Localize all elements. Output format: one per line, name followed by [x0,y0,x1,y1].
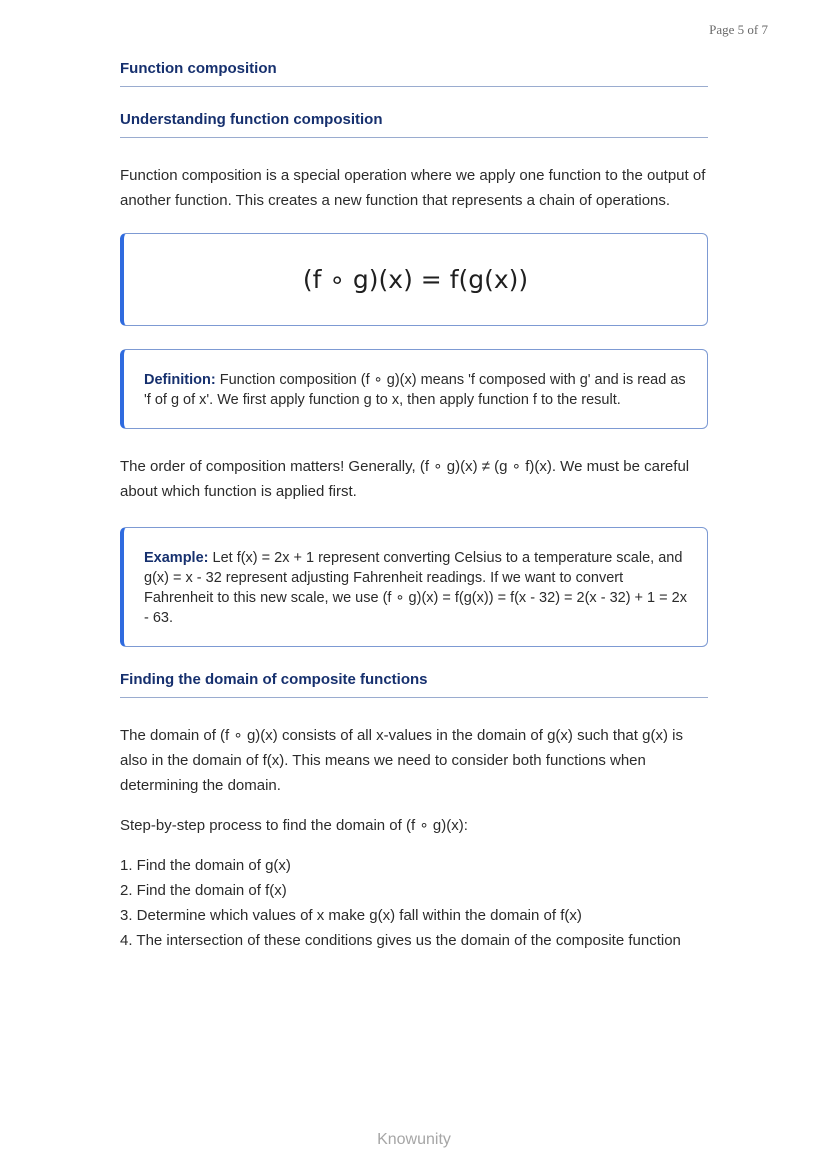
steps-heading: Step-by-step process to find the domain of (f ∘ g)(x): [120,817,468,834]
list-item: 4. The intersection of these conditions gives us the domain of the composite function [120,932,681,949]
intro-paragraph: Function composition is a special operation where we apply one function to the output of another function. This creates a new function that represents a chain of operations. [120,167,706,209]
definition-box [120,349,708,429]
list-item: 1. Find the domain of g(x) [120,857,291,874]
example-text: Let f(x) = 2x + 1 represent converting Celsius to a temperature scale, and g(x) = x - 32 represent adjusting Fahrenheit readings. If we want to convert Fahrenheit to this new scale, we use (f ∘ g)(x) = f(g(x)) = f(x - 32) = 2(x - 32) + 1 = 2x - 63. [144,550,687,626]
section-title-function-composition: Function composition [120,60,708,87]
list-item: 3. Determine which values of x make g(x) fall within the domain of f(x) [120,907,582,924]
formula-box [120,233,708,326]
page-number: Page 5 of 7 [709,22,768,37]
steps-list [120,853,708,953]
definition-text: Function composition (f ∘ g)(x) means 'f composed with g' and is read as 'f of g of x'. We first apply function g to x, then apply function f to the result. [144,372,686,408]
section-title-understanding: Understanding function composition [120,111,708,138]
document-body [120,60,708,953]
example-box [120,527,708,647]
footer-brand: Knowunity [377,1131,451,1148]
list-item: 2. Find the domain of f(x) [120,882,287,899]
definition-label: Definition: [144,372,216,388]
composition-formula: (f ∘ g)(x) = f(g(x)) [302,265,529,294]
example-label: Example: [144,550,209,566]
domain-intro-paragraph: The domain of (f ∘ g)(x) consists of all x-values in the domain of g(x) such that g(x) is also in the domain of f(x). This means we need to consider both functions when determining the domain. [120,727,683,794]
order-note-paragraph: The order of composition matters! Generally, (f ∘ g)(x) ≠ (g ∘ f)(x). We must be careful about which function is applied first. [120,458,690,500]
section-title-domain: Finding the domain of composite functions [120,671,708,698]
